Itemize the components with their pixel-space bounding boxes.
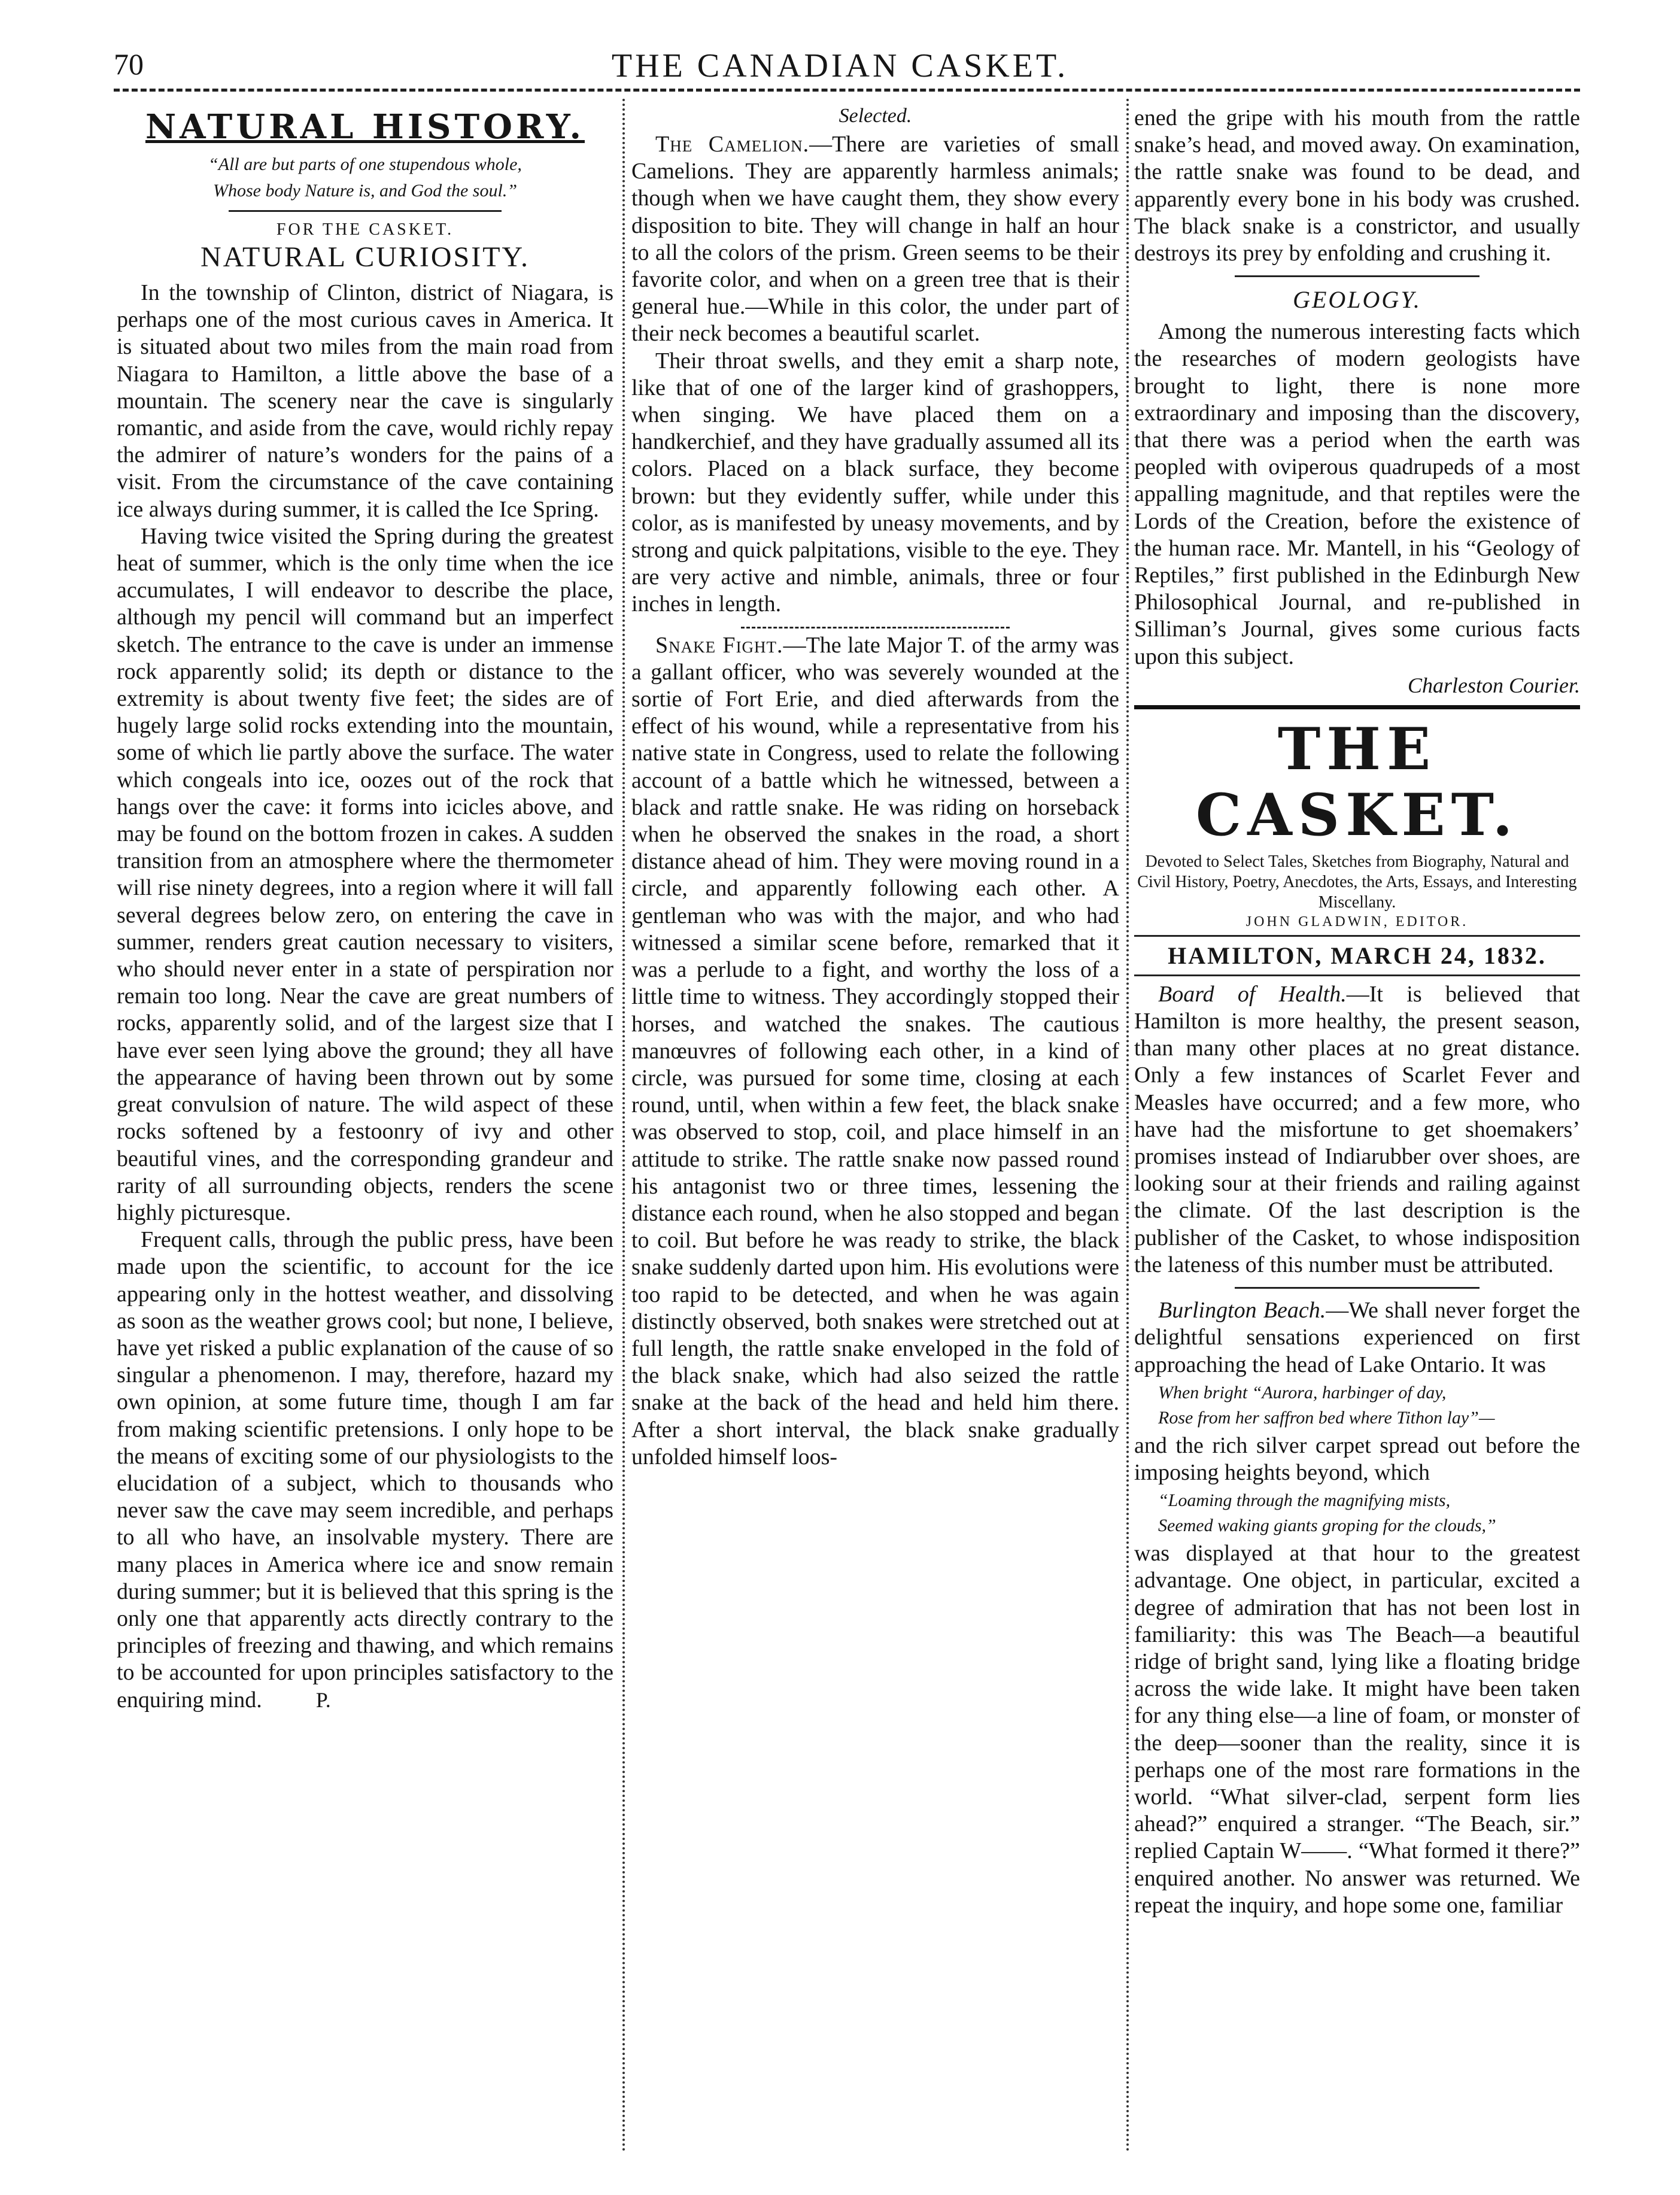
paragraph: ened the gripe with his mouth from the rattle snake’s head, and moved away. On examination, the rattle snake was found to be dead, and apparently every bone in his body was crushed. The black snake is a constrictor, and usually destroys its prey by enfolding and crushing it. [1134, 105, 1580, 266]
paragraph [631, 632, 1119, 1471]
divider-thick [1134, 705, 1580, 709]
header-rule [114, 89, 1580, 92]
runin-heading-board-of-health: Board of Health. [1158, 981, 1347, 1007]
column-middle [631, 105, 1119, 2159]
page-number: 70 [114, 47, 144, 81]
masthead-subtitle: Devoted to Select Tales, Sketches from Biography, Natural and Civil History, Poetry, Anecdotes, the Arts, Essays, and Interesting Miscellany. [1137, 852, 1577, 912]
divider [1134, 935, 1580, 937]
verse-line: When bright “Aurora, harbinger of day, [1158, 1382, 1447, 1402]
paragraph [1134, 981, 1580, 1279]
motto-line-1: “All are but parts of one stupendous whole, [208, 154, 522, 174]
article-title-geology: GEOLOGY. [1293, 286, 1421, 314]
running-title: THE CANADIAN CASKET. [611, 47, 1069, 84]
verse-line: Rose from her saffron bed where Tithon lay”— [1158, 1407, 1495, 1428]
column-rule-2 [1126, 99, 1129, 2153]
paragraph [1134, 1297, 1580, 1379]
divider [1235, 275, 1480, 277]
column-rule-1 [622, 99, 625, 2153]
paragraph [631, 131, 1119, 348]
paragraph: In the township of Clinton, district of Niagara, is perhaps one of the most curious caves in America. It is situated about two miles from the main road from Niagara to Hamilton, a little above the base of a mountain. The scenery near the cave is singularly romantic, and aside from the cave, would richly repay the admirer of nature’s wonders for the pains of a visit. From the circumstance of the cave containing ice always during summer, it is called the Ice Spring. [117, 280, 613, 522]
paragraph: Having twice visited the Spring during the greatest heat of summer, which is the only time when the ice accumulates, I will endeavor to describe the place, although my pencil will command but an imperfect sketch. The entrance to the cave is under an immense rock apparently solid; its depth or distance to the extremity is about twenty five feet; the sides are of hugely large solid rocks extending into the mountain, some of which lie partly above the surface. The water which congeals into ice, oozes out of the rock that hangs over the cave: it forms into icicles above, and may be found on the bottom frozen in cakes. A sudden transition from an atmosphere where the thermometer will rise ninety degrees, into a region where it will fall several degrees below zero, on entering the cave in summer, renders great caution necessary to visiters, who should never enter in a state of perspiration nor remain too long. Near the cave are great numbers of rocks, apparently solid, and of the largest size that I have ever seen lying above the ground; they all have the appearance of having been thrown out by some great convulsion of nature. The wild aspect of these rocks softened by a festoonry of ivy and other beautiful vines, and the corresponding grandeur and rarity of all surrounding objects, renders the scene highly picturesque. [117, 523, 613, 1225]
divider [229, 210, 502, 212]
verse-line: Seemed waking giants groping for the clouds,” [1158, 1516, 1496, 1536]
runin-heading-snake-fight: Snake Fight. [655, 632, 783, 658]
paragraph: Among the numerous interesting facts which the researches of modern geologists have brought to light, there is none more extraordinary and imposing than the discovery, that there was a period when the earth was peopled with oviperous quadrupeds of a most appalling magnitude, and that reptiles were the Lords of the Creation, before the existence of the human race. Mr. Mantell, in his “Geology of Reptiles,” first published in the Edinburgh New Philosophical Journal, and re-published in Silliman’s Journal, gives some curious facts upon this subject. [1134, 319, 1580, 669]
runin-heading-camelion: The Camelion. [655, 132, 810, 157]
paragraph-text: —The late Major T. of the army was a gallant officer, who was severely wounded at the sortie of Fort Erie, and died afterwards from the effect of his wound, while a representative from his native state in Congress, used to relate the following account of a battle which he witnessed, between a black and rattle snake. He was riding on horseback when he observed the snakes in the road, a short distance ahead of him. They were moving round in a circle, and apparently following each other. A gentleman who was with the major, and who had witnessed a similar scene before, remarked that it was a perlude to a fight, and worthy the loss of a little time to witness. They accordingly stopped their horses, and watched the snakes. The cautious manœuvres of following each other, in a kind of circle, was pursued for some time, closing at each round, until, when within a few feet, the black snake was observed to stop, coil, and place himself in an attitude to strike. The rattle snake now passed round his antagonist two or three times, lessening the distance each round, when he also stopped and began to coil. But before he was ready to strike, the black snake suddenly darted upon him. His evolutions were too rapid to be detected, and when he was again distinctly observed, both snakes were stretched out at full length, the rattle snake enveloped in the fold of the black snake, which had also seized the rattle snake at the back of the head and held him there. After a short interval, the black snake gradually unfolded himself loos- [631, 632, 1119, 1470]
source-credit: Charleston Courier. [1407, 673, 1580, 697]
paragraph-text: —We shall never forget the delightful sensations experienced on first approaching the head of Lake Ontario. It was [1134, 1298, 1580, 1377]
author-signature: P. [315, 1687, 331, 1712]
paragraph-text: —It is believed that Hamilton is more healthy, the present season, than many other places at no great distance. Only a few instances of Scarlet Fever and Measles have occurred; and a few more, who have had the misfortune to get shoemakers’ promises instead of Indiarubber over shoes, are looking sour at their friends and railing against the climate. Of the last description is the publisher of the Casket, to whose indisposition the lateness of this number must be attributed. [1134, 981, 1580, 1277]
paragraph-text: Frequent calls, through the public press, have been made upon the scientific, to account for the ice appearing only in the hottest weather, and dissolving as soon as the weather grows cool; but none, I believe, have yet risked a public explanation of the cause of so singular a phenomenon. I may, therefore, hazard my own opinion, at some future time, though I am far from making scientific pretensions. I only hope to be the means of exciting some of our physiologists to the elucidation of a subject, which to thousands who never saw the cave may seem incredible, and perhaps to all who have, an insolvable mystery. There are many places in America where ice and snow remain during summer; but it is believed that this spring is the only one that apparently acts directly contrary to the principles of freezing and thawing, and which remains to be accounted for upon principles satisfactory to the enquiring mind. [117, 1227, 613, 1713]
column-right [1134, 105, 1580, 2159]
motto-line-2: Whose body Nature is, and God the soul.” [212, 181, 518, 201]
paragraph: was displayed at that hour to the greatest advantage. One object, in particular, excited a degree of admiration that has not been lost in familiarity: this was The Beach—a beautiful ridge of bright sand, lying like a floating bridge across the wide lake. It might have been taken for any thing else—a line of foam, or monster of the deep—sooner than the reality, since it is perhaps one of the most rare formations in the world. “What silver-clad, serpent form lies ahead?” enquired a stranger. “The Beach, sir.” replied Captain W——. “What formed it there?” enquired another. No answer was returned. We repeat the inquiry, and hope some one, familiar [1134, 1541, 1580, 1918]
selected-label: Selected. [839, 105, 912, 127]
paragraph [117, 1226, 613, 1714]
masthead: THE CASKET. [1195, 715, 1519, 849]
divider [1134, 974, 1580, 976]
paragraph: and the rich silver carpet spread out before the imposing heights beyond, which [1134, 1432, 1580, 1485]
paragraph: Their throat swells, and they emit a sharp note, like that of one of the larger kind of grashoppers, when singing. We have placed them on a handkerchief, and they have gradually assumed all its colors. Placed on a black surface, they become brown: but they evidently suffer, while under this color, as is manifested by uneasy movements, and by strong and quick palpitations, visible to the eye. They are very active and nimble, animals, three or four inches in length. [631, 348, 1119, 617]
section-title-natural-history: NATURAL HISTORY. [145, 107, 585, 147]
for-casket-label: FOR THE CASKET. [276, 220, 454, 239]
editor-line: JOHN GLADWIN, EDITOR. [1245, 913, 1469, 930]
dateline: HAMILTON, MARCH 24, 1832. [1168, 942, 1547, 969]
paragraph-text: —There are varieties of small Camelions. They are apparently harmless animals; though when we have caught them, they show every disposition to bite. They will change in half an hour to all the colors of the prism. Green seems to be their favorite color, and when on a green tree that is their general hue.—While in this color, the under part of their neck becomes a beautiful scarlet. [631, 132, 1119, 347]
column-left [117, 105, 613, 2159]
divider [1235, 1287, 1480, 1289]
verse-line: “Loaming through the magnifying mists, [1158, 1490, 1451, 1511]
divider [741, 627, 1009, 629]
article-title-natural-curiosity: NATURAL CURIOSITY. [200, 241, 530, 273]
runin-heading-burlington-beach: Burlington Beach. [1158, 1298, 1326, 1323]
